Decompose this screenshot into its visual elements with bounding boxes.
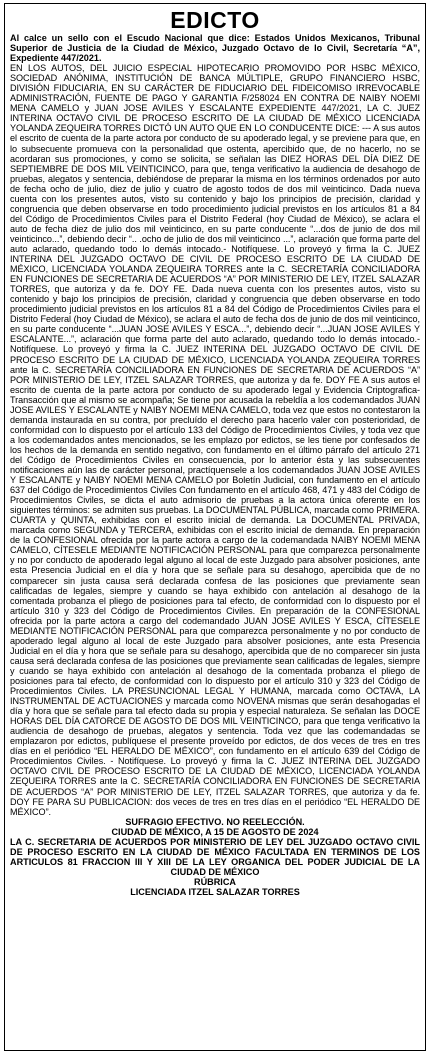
rubric: RÚBRICA: [194, 876, 236, 887]
place-date: CIUDAD DE MÉXICO, A 15 DE AGOSTO DE 2024: [111, 826, 319, 837]
edict-body: EN LOS AUTOS, DEL JUICIO ESPECIAL HIPOTECARIO PROMOVIDO POR HSBC MÉXICO, SOCIEDAD ANÓNIMA, INSTITUCIÓN DE BANCA MÚLTIPLE, GRUPO FINANCIERO HSBC, DIVISIÓN FIDUCIARIA, EN SU CARÁCTER DE FIDUCIARIO DEL FIDEICOMISO IRREVOCABLE ADMINISTRACIÓN, FUENTE DE PAGO Y GARANTIA F/258024 EN CONTRA DE NAIBY NOEMI MENA CAMELO y JUAN JOSE AVILES Y ESCALANTE EXPEDIENTE 447/2021, LA C. JUEZ INTERINA OCTAVO CIVIL DE PROCESO ESCRITO DE LA CIUDAD DE MÉXICO LICENCIADA YOLANDA ZEQUEIRA TORRES DICTÓ UN AUTO QUE EN LO CONDUCENTE DICE: --- A sus autos el escrito de cuenta de la parte actora por conducto de su apoderado legal, y se previene para que, en lo subsecuente promueva con la personalidad que ostenta, apercibido que, de no hacerlo, no se acordaran sus promociones, y como se solicita, se señalan las DIEZ HORAS DEL DÍA DIEZ DE SEPTIEMBRE DE DOS MIL VEINTICINCO, para que, tenga verificativo la audiencia de desahogo de pruebas, alegatos y sentencia, debiéndose de preparar la misma en los términos ordenados por auto de fecha ocho de julio, diez de julio y cuatro de agosto todos de dos mil veinticinco. Dada nueva cuenta con los presentes autos, visto su contenido y bajo los principios de precisión, claridad y congruencia que deben observarse en todo procedimiento judicial previstos en los artículos 81 a 84 del Código de Procedimientos Civiles para el Distrito Federal (hoy Ciudad de México), se aclara el auto de fecha diez de julio dos mil veinticinco, en su parte conducente “...dos de junio de dos mil veinticinco...”, debiendo decir “.. .ocho de julio de dos mil veinticinco ...”, aclaración que forma parte del auto aclarado, quedando todo lo demás intocado.- Notifíquese. Lo proveyó y firma la C. JUEZ INTERINA DEL JUZGADO OCTAVO DE CIVIL DE PROCESO ESCRITO DE LA CIUDAD DE MÉXICO, LICENCIADA YOLANDA ZEQUEIRA TORRES ante la C. SECRETARÍA CONCILIADORA EN FUNCIONES DE SECRETARIA DE ACUERDOS “A” POR MINISTERIO DE LEY, ITZEL SALAZAR TORRES, que autoriza y da fe. DOY FE. Dada nueva cuenta con los presentes autos, visto su contenido y bajo los principios de precisión, claridad y congruencia que deben observarse en todo procedimiento judicial previstos en los artículos 81 a 84 del Código de Procedimientos Civiles para el Distrito Federal (hoy Ciudad de México), se aclara el auto de fecha dos de junio de dos mil veinticinco, en su parte conducente “...JUAN JOSE AVILES Y ESCA...”, debiendo decir “...JUAN JOSE AVILES Y ESCALANTE...”, aclaración que forma parte del auto aclarado, quedando todo lo demás intocado.- Notifíquese. Lo proveyó y firma la C. JUEZ INTERINA DEL JUZGADO OCTAVO DE CIVIL DE PROCESO ESCRITO DE LA CIUDAD DE MÉXICO, LICENCIADA YOLANDA ZEQUEIRA TORRES ante la C. SECRETARÍA CONCILIADORA EN FUNCIONES DE SECRETARIA DE ACUERDOS “A” POR MINISTERIO DE LEY, ITZEL SALAZAR TORRES, que autoriza y da fe. DOY FE A sus autos el escrito de cuenta de la parte actora por conducto de su apoderado legal y Evidencia Criptografica-Transacción que al mismo se acompaña; Se tiene por acusada la rebeldía a los codemandados JUAN JOSE AVILES Y ESCALANTE y NAIBY NOEMI MENA CAMELO, toda vez que estos no contestaron la demanda instaurada en su contra, por precluído el derecho para hacerlo valer con posterioridad, de conformidad con lo dispuesto por el artículo 133 del Código de Procedimientos Civiles, y toda vez que a los codemandados antes mencionados, se les emplazo por edictos, se les tiene por confesados de los hechos de la demanda en sentido negativo, con fundamento en el último párrafo del artículo 271 del Código de Procedimientos Civiles en consecuencia, por lo anterior ésta y las subsecuentes notificaciones aún las de carácter personal, practíquensele a los codemandados JUAN JOSE AVILES Y ESCALANTE y NAIBY NOEMI MENA CAMELO por Boletín Judicial, con fundamento en el artículo 637 del Código de Procedimientos Civiles Con fundamento en el artículo 468, 471 y 483 del Código de Procedimientos Civiles, se dicta el auto admisorio de pruebas a la actora única oferente en los siguientes términos: se admiten sus pruebas. La DOCUMENTAL PÚBLICA, marcada como PRIMERA. CUARTA y QUINTA, exhibidas con el escrito inicial de demanda. La DOCUMENTAL PRIVADA, marcada como SEGUNDA y TERCERA, exhibidas con el escrito inicial de demanda. En preparación de la CONFESIONAL ofrecida por la parte actora a cargo de la codemandada NAIBY NOEMI MENA CAMELO, CÍTESELE MEDIANTE NOTIFICACIÓN PERSONAL para que comparezca personalmente y no por conducto de apoderado legal alguno al local de este Juzgado para absolver posiciones, ante esta Presencia Judicial en el día y hora que se señale para su desahogo, apercibida que de no comparecer sin justa causa será declarada confesa de las posiciones que previamente sean calificadas de legales, siempre y cuando se haya exhibido con antelación al desahogo de la comentada probanza el pliego de posiciones para tal efecto, de conformidad con lo dispuesto por el artículo 310 y 323 del Código de Procedimientos Civiles. En preparación de la CONFESIONAL ofrecida por la parte actora a cargo del codemandado JUAN JOSE AVILES Y ESCA, CÍTESELE MEDIANTE NOTIFICACIÓN PERSONAL para que comparezca personalmente y no por conducto de apoderado legal alguno al local de este Juzgado para absolver posiciones, ante esta Presencia Judicial en el día y hora que se señale para su desahogo, apercibida que de no comparecer sin justa causa será declarada confesa de las posiciones que previamente sean calificadas de legales, siempre y cuando se haya exhibido con antelación al desahogo de la comentada probanza el pliego de posiciones para tal efecto, de conformidad con lo dispuesto por el artículo 310 y 323 del Código de Procedimientos Civiles. LA PRESUNCIONAL LEGAL Y HUMANA, marcada como OCTAVA, LA INSTRUMENTAL DE ACTUACIONES y marcada como NOVENA mismas que serán desahogadas el día y hora que se señale para tal efecto dada su propia y especial naturaleza. Se señalan las DOCE HORAS DEL DÍA CATORCE DE AGOSTO DE DOS MIL VEINTICINCO, para que tenga verificativo la audiencia de desahogo de pruebas, alegatos y sentencia. Toda vez que las codemandadas se emplazaron por edictos, publíquese el presente proveído por edictos, de dos veces de tres en tres días en el periódico “EL HERALDO DE MÉXICO”, con fundamento en el artículo 639 del Código de Procedimientos Civiles. - Notifíquese. Lo proveyó y firma la C. JUEZ INTERINA DEL JUZGADO OCTAVO CIVIL DE PROCESO ESCRITO DE LA CIUDAD DE MÉXICO, LICENCIADA YOLANDA ZEQUEIRA TORRES ante la C. SECRETARÍA CONCILIADORA EN FUNCIONES DE SECRETARIA DE ACUERDOS “A” POR MINISTERIO DE LEY, ITZEL SALAZAR TORRES, que autoriza y da fe. DOY FE PARA SU PUBLICACION: dos veces de tres en tres días en el periódico “EL HERALDO DE MÉXICO”.: [10, 63, 420, 817]
edict-notice: [4, 3, 426, 1051]
seal-heading: Al calce un sello con el Escudo Nacional que dice: Estados Unidos Mexicanos, Tribunal Superior de Justicia de la Ciudad de México, Juzgado Octavo de lo Civil, Secretaría “A”, Expediente 447/2021.: [10, 33, 420, 64]
edict-title: EDICTO: [170, 7, 260, 33]
signatory: LICENCIADA ITZEL SALAZAR TORRES: [130, 886, 300, 897]
issuing-authority: LA C. SECRETARIA DE ACUERDOS POR MINISTERIO DE LEY DEL JUZGADO OCTAVO CIVIL DE PROCESO ESCRITO EN LA CIUDAD DE MÉXICO FACULTADA EN TERMINOS DE LOS ARTICULOS 81 FRACCION III Y XIII DE LA LEY ORGANICA DEL PODER JUDICIAL DE LA CIUDAD DE MÉXICO: [10, 836, 420, 877]
motto: SUFRAGIO EFECTIVO. NO REELECCIÓN.: [125, 816, 305, 827]
